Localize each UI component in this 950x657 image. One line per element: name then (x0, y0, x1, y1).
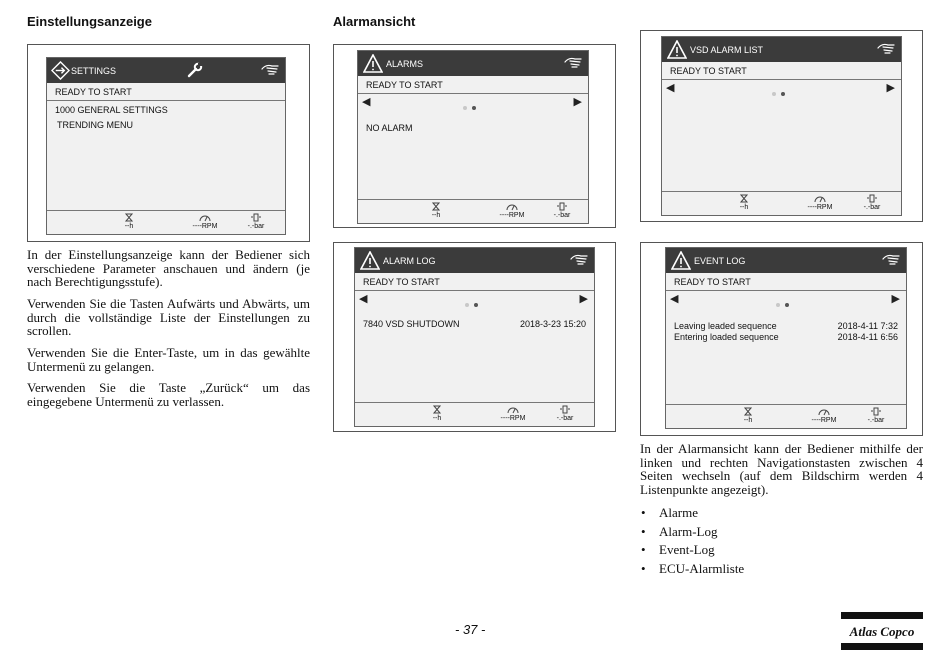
gauge-icon (505, 202, 519, 211)
event-log-screenshot-frame (640, 242, 923, 436)
rpm-indicator: ----RPM (493, 405, 533, 423)
hours-indicator: --h (724, 194, 764, 212)
heading-alarmansicht: Alarmansicht (333, 14, 416, 29)
back-hand-icon (261, 63, 279, 76)
pressure-indicator: -.-bar (542, 202, 582, 220)
hours-indicator: --h (417, 405, 457, 423)
paragraph-settings-4: Verwenden Sie die Taste „Zurück“ um das eingegebene Untermenü zu verlassen. (27, 380, 310, 409)
alarms-screenshot-frame (333, 44, 616, 228)
pressure-indicator: -.-bar (236, 213, 276, 231)
atlas-copco-logo (841, 612, 923, 650)
settings-title: SETTINGS (71, 66, 117, 76)
back-hand-icon (564, 56, 582, 69)
settings-status: READY TO START (47, 83, 285, 101)
page-right-arrow-icon: ▶ (886, 82, 895, 94)
paragraph-settings-1: In der Einstellungsanzeige kann der Bediener sich verschiedene Parameter anschauen und ändern (je nach Berechtigungsstufe). (27, 247, 310, 290)
page-dots (776, 294, 796, 312)
alarm-log-screenshot-frame (333, 242, 616, 432)
alarm-log-pager (355, 291, 594, 307)
alarm-log-footer (355, 402, 594, 426)
alarms-titlebar (358, 51, 588, 76)
vsd-screen (661, 36, 902, 216)
alarms-screen (357, 50, 589, 224)
vsd-footer (662, 191, 901, 215)
hourglass-icon (433, 405, 441, 414)
page-right-arrow-icon: ▶ (579, 293, 588, 305)
alarm-log-entry (363, 319, 586, 329)
gauge-icon (813, 194, 827, 203)
wrench-icon (187, 62, 203, 78)
event-log-entry-text: Entering loaded sequence (674, 332, 779, 342)
gauge-icon (198, 213, 212, 222)
alarm-log-screen (354, 247, 595, 427)
vsd-title: VSD ALARM LIST (690, 45, 764, 55)
list-item: • Alarm-Log (641, 523, 718, 539)
settings-item-general: 1000 GENERAL SETTINGS (55, 105, 168, 115)
page-dots (465, 294, 485, 312)
hourglass-icon (125, 213, 133, 222)
page-dots (772, 83, 792, 101)
paragraph-alarm-view: In der Alarmansicht kann der Bediener mithilfe der linken und rechten Navigationstasten zwischen 4 Seiten wechseln (auf dem Bildschirm werden 4 Listenpunkte angezeigt). (640, 441, 923, 498)
alarm-log-entry-text: 7840 VSD SHUTDOWN (363, 319, 460, 329)
alarm-log-title: ALARM LOG (383, 256, 436, 266)
hours-indicator: --h (416, 202, 456, 220)
alarm-log-titlebar (355, 248, 594, 273)
page-right-arrow-icon: ▶ (891, 293, 900, 305)
alarm-view-bullet-list (641, 505, 744, 579)
pressure-icon (556, 202, 568, 211)
settings-screen (46, 57, 286, 235)
warning-icon (671, 251, 691, 270)
gauge-icon (506, 405, 520, 414)
vsd-titlebar (662, 37, 901, 62)
alarms-footer (358, 199, 588, 223)
rpm-indicator: ----RPM (492, 202, 532, 220)
page-left-arrow-icon: ◀ (362, 96, 371, 108)
vsd-status: READY TO START (662, 62, 901, 80)
hours-indicator: --h (728, 407, 768, 425)
pressure-icon (559, 405, 571, 414)
alarms-title: ALARMS (386, 59, 424, 69)
event-log-pager (666, 291, 906, 307)
rpm-indicator: ----RPM (804, 407, 844, 425)
gauge-icon (817, 407, 831, 416)
alarms-pager (358, 94, 588, 110)
event-log-entry (674, 321, 898, 331)
back-hand-icon (877, 42, 895, 55)
list-item: • ECU-Alarmliste (641, 560, 745, 576)
paragraph-settings-2: Verwenden Sie die Tasten Aufwärts und Abwärts, um durch die vollständige Liste der Einstellungen zu scrollen. (27, 296, 310, 339)
svg-text:Atlas Copco: Atlas Copco (849, 624, 915, 639)
pressure-indicator: -.-bar (852, 194, 892, 212)
hourglass-icon (744, 407, 752, 416)
pressure-indicator: -.-bar (545, 405, 585, 423)
page-right-arrow-icon: ▶ (573, 96, 582, 108)
page-left-arrow-icon: ◀ (670, 293, 679, 305)
hourglass-icon (432, 202, 440, 211)
hours-indicator: --h (109, 213, 149, 231)
alarms-message: NO ALARM (366, 123, 413, 133)
back-hand-icon (882, 253, 900, 266)
alarm-log-entry-time: 2018-3-23 15:20 (519, 319, 586, 329)
vsd-pager (662, 80, 901, 96)
settings-screenshot-frame (27, 44, 310, 242)
navigation-icon (51, 61, 70, 80)
pressure-icon (866, 194, 878, 203)
alarm-log-status: READY TO START (355, 273, 594, 291)
event-log-entry-time: 2018-4-11 6:56 (837, 332, 898, 342)
event-log-entry-time: 2018-4-11 7:32 (837, 321, 898, 331)
warning-icon (667, 40, 687, 59)
warning-icon (363, 54, 383, 73)
event-log-status: READY TO START (666, 273, 906, 291)
paragraph-settings-3: Verwenden Sie die Enter-Taste, um in das gewählte Untermenü zu gelangen. (27, 345, 310, 374)
pressure-indicator: -.-bar (856, 407, 896, 425)
event-log-footer (666, 404, 906, 428)
event-log-entry (674, 332, 898, 342)
vsd-screenshot-frame (640, 30, 923, 222)
pressure-icon (870, 407, 882, 416)
pressure-icon (250, 213, 262, 222)
page-left-arrow-icon: ◀ (666, 82, 675, 94)
hourglass-icon (740, 194, 748, 203)
heading-einstellungsanzeige: Einstellungsanzeige (27, 14, 152, 29)
page-dots (463, 97, 483, 115)
alarms-status: READY TO START (358, 76, 588, 94)
settings-footer (47, 210, 285, 234)
event-log-titlebar (666, 248, 906, 273)
rpm-indicator: ----RPM (185, 213, 225, 231)
list-item: • Event-Log (641, 542, 715, 557)
warning-icon (360, 251, 380, 270)
settings-titlebar (47, 58, 285, 83)
list-item: • Alarme (641, 505, 698, 520)
back-hand-icon (570, 253, 588, 266)
rpm-indicator: ----RPM (800, 194, 840, 212)
event-log-entry-text: Leaving leaded sequence (674, 321, 777, 331)
event-log-screen (665, 247, 907, 429)
page-number: - 37 - (455, 622, 486, 637)
event-log-title: EVENT LOG (694, 256, 746, 266)
page-left-arrow-icon: ◀ (359, 293, 368, 305)
settings-item-trending: TRENDING MENU (57, 120, 133, 130)
